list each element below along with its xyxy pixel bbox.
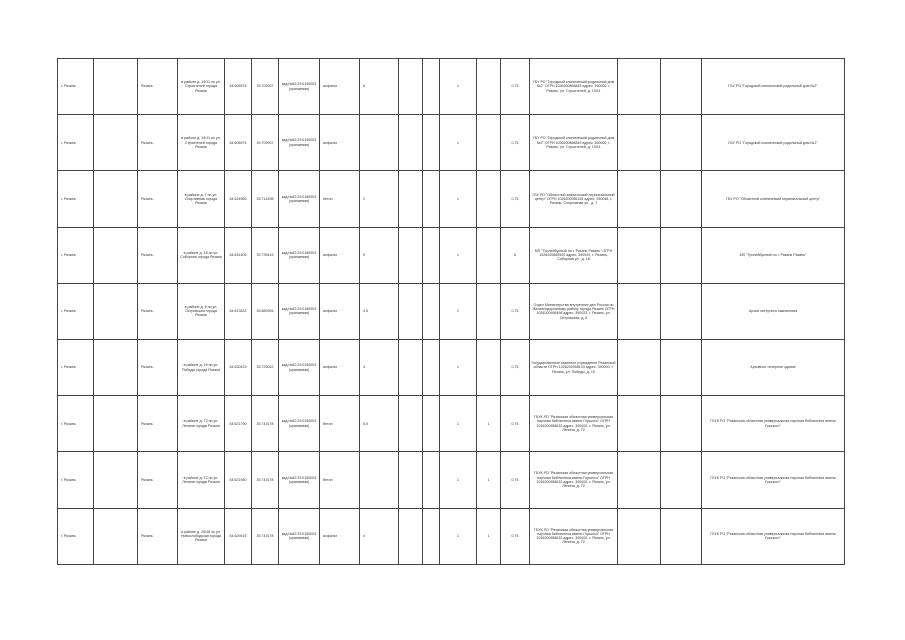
cell-city: Рязань [138, 171, 178, 227]
table-row [58, 452, 845, 508]
cell-empty [618, 396, 661, 452]
cell-cover: асфальт [320, 59, 360, 115]
cell-city: Рязань [138, 283, 178, 339]
cell-lat: 54.624965 [225, 171, 252, 227]
cell-city: Рязань [138, 396, 178, 452]
cell-lat: 54.606974 [225, 59, 252, 115]
cell-source: ГБУК РО "Рязанская областная универсальная научная библиотека имени Горького" [702, 396, 845, 452]
cell-locality: г. Рязань [58, 452, 94, 508]
cell-lon: 39.709937 [252, 115, 279, 171]
cell-locality: г. Рязань [58, 171, 94, 227]
cell-cadastral: кад.№62:29:0150003 (оранжевая) [279, 171, 320, 227]
cell-addr: в районе д. 6 по ул. Островская города Рязани [178, 283, 225, 339]
cell-vol: 0,75 [501, 508, 530, 564]
cell-n3: 1 [440, 508, 477, 564]
cell-n3: 2 [440, 283, 477, 339]
cell-n1 [399, 227, 423, 283]
cell-empty [94, 508, 138, 564]
cell-empty [661, 59, 702, 115]
cell-n4 [477, 171, 501, 227]
cell-city: Рязань [138, 115, 178, 171]
cell-source: Архивное литерное здание [702, 339, 845, 395]
cell-cadastral: кад.№62:29:0150003 (оранжевая) [279, 59, 320, 115]
cell-n2 [423, 115, 440, 171]
cell-city: Рязань [138, 452, 178, 508]
cell-lon: 39.743178 [252, 396, 279, 452]
cell-addr: в районе д. 19/11 по ул. Строителей города Рязани [178, 115, 225, 171]
cell-n4: 1 [477, 452, 501, 508]
table-row [58, 396, 845, 452]
cell-cadastral: кад.№62:29:0150003 (оранжевая) [279, 283, 320, 339]
cell-n4: 1 [477, 508, 501, 564]
cell-area [360, 452, 399, 508]
cell-cadastral: кад.№62:29:0150003 (оранжевая) [279, 396, 320, 452]
cell-locality: г. Рязань [58, 339, 94, 395]
cell-locality: г. Рязань [58, 508, 94, 564]
cell-area: 4 [360, 339, 399, 395]
cell-empty [618, 59, 661, 115]
cell-n2 [423, 508, 440, 564]
cell-empty [661, 115, 702, 171]
cell-area: 9 [360, 227, 399, 283]
cell-source: МП "Тролейбусный по г. Рязани Рязань" [702, 227, 845, 283]
cell-vol: 0,75 [501, 59, 530, 115]
cell-lat: 54.621790 [225, 396, 252, 452]
cell-n3: 1 [440, 452, 477, 508]
cell-n1 [399, 339, 423, 395]
cell-city: Рязань [138, 59, 178, 115]
cell-empty [94, 115, 138, 171]
cell-empty [618, 339, 661, 395]
cell-empty [618, 452, 661, 508]
cell-cover: асфальт [320, 115, 360, 171]
cell-empty [94, 59, 138, 115]
cell-cover: асфальт [320, 283, 360, 339]
cell-city: Рязань [138, 508, 178, 564]
cell-source: ГБУ РО "Городской клинический родильный дом №2" [702, 115, 845, 171]
cell-lon: 39.683926 [252, 283, 279, 339]
cell-n2 [423, 227, 440, 283]
table-body [58, 59, 845, 565]
cell-owner: Государственное казенное учреждение Рязанской области ОГРН 1026200958103 адрес: 390000, г. Рязань, ул. Победы, д. 19 [530, 339, 618, 395]
cell-locality: г. Рязань [58, 396, 94, 452]
table-row [58, 227, 845, 283]
cell-n3: 1 [440, 115, 477, 171]
cell-empty [618, 115, 661, 171]
cell-empty [661, 396, 702, 452]
cell-empty [618, 171, 661, 227]
cell-owner: ГБУ РО "Городской клинический родильный дом №2" ОГРН 1026200868849 адрес: 390000, г. Рязань, ул. Строителей, д. 19/11 [530, 115, 618, 171]
cell-empty [661, 283, 702, 339]
cell-area [360, 115, 399, 171]
cell-empty [94, 452, 138, 508]
cell-vol: 0,75 [501, 283, 530, 339]
cell-addr: в районе д. 72 по ул. Ленина города Рязани [178, 452, 225, 508]
cell-locality: г. Рязань [58, 115, 94, 171]
cell-vol: 0,75 [501, 339, 530, 395]
cell-lat: 54.613633 [225, 283, 252, 339]
cell-source: ГБУК РО "Рязанская областная универсальная научная библиотека имени Горького" [702, 508, 845, 564]
cell-owner: ГБУК РО "Рязанская областная универсальная научная библиотека имени Горького" ОГРН 1026200958633 адрес: 390000, г. Рязань, ул. Ленина, д. 72 [530, 452, 618, 508]
cell-owner: ГБУК РО "Рязанская областная универсальная научная библиотека имени Горького" ОГРН 1026200958633 адрес: 390000, г. Рязань, ул. Ленина, д. 72 [530, 396, 618, 452]
cell-lon: 39.725042 [252, 339, 279, 395]
cell-n1 [399, 115, 423, 171]
cell-lon: 39.743178 [252, 452, 279, 508]
cell-owner: ГБУ РО "Областной клинический перинатальный центр" ОГРН 1026200955145 адрес: 390048, г. Рязань, Спортивная ул., д. 7 [530, 171, 618, 227]
cell-n2 [423, 283, 440, 339]
cell-owner: МП "Тролейбусный по г. Рязани Рязань" ОГРН 1026200869920 адрес: 390000, г. Рязань, Соборная ул., д. 18 [530, 227, 618, 283]
cell-addr: в районе д. 26/48 по ул. Новослободская города Рязани [178, 508, 225, 564]
cell-n3: 1 [440, 171, 477, 227]
cell-empty [94, 171, 138, 227]
cell-empty [618, 227, 661, 283]
cell-addr: в районе д. 19/11 по ул. Строителей города Рязани [178, 59, 225, 115]
cell-n3: 1 [440, 339, 477, 395]
cell-n4 [477, 283, 501, 339]
cell-cover: бетон [320, 396, 360, 452]
cell-lat: 54.629415 [225, 508, 252, 564]
cell-lat: 54.606974 [225, 115, 252, 171]
cell-city: Рязань [138, 227, 178, 283]
cell-lon: 39.739415 [252, 227, 279, 283]
cell-area: 5,5 [360, 396, 399, 452]
cell-city: Рязань [138, 339, 178, 395]
cell-empty [94, 283, 138, 339]
cell-empty [618, 283, 661, 339]
cell-n1 [399, 59, 423, 115]
cell-cadastral: кад.№62:29:0150003 (оранжевая) [279, 508, 320, 564]
table-row [58, 283, 845, 339]
cell-cadastral: кад.№62:29:0150003 (оранжевая) [279, 339, 320, 395]
cell-source: ГБУ РО "Городской клинический родильный дом №2" [702, 59, 845, 115]
cell-empty [661, 508, 702, 564]
cell-vol: 0,75 [501, 171, 530, 227]
cell-lat: 54.630423 [225, 339, 252, 395]
cell-n1 [399, 396, 423, 452]
cell-n2 [423, 452, 440, 508]
cell-n4 [477, 227, 501, 283]
cell-cover: асфальт [320, 227, 360, 283]
cell-locality: г. Рязань [58, 283, 94, 339]
cell-cadastral: кад.№62:29:0150003 (оранжевая) [279, 452, 320, 508]
cell-n3: 1 [440, 59, 477, 115]
registry-table [57, 58, 845, 565]
cell-source: ГБУ РО "Областной клинический перинатальный центр" [702, 171, 845, 227]
cell-cover: бетон [320, 171, 360, 227]
cell-owner: ГБУК РО "Рязанская областная универсальная научная библиотека имени Горького" ОГРН 1026200958633 адрес: 390000, г. Рязань, ул. Ленина, д. 72 [530, 508, 618, 564]
cell-lon: 39.714498 [252, 171, 279, 227]
table-row [58, 339, 845, 395]
cell-n4: 1 [477, 396, 501, 452]
cell-n4 [477, 339, 501, 395]
table-row [58, 115, 845, 171]
cell-cover: асфальт [320, 339, 360, 395]
cell-n2 [423, 59, 440, 115]
cell-vol: 0,75 [501, 396, 530, 452]
cell-n3: 1 [440, 227, 477, 283]
cell-n4 [477, 59, 501, 115]
cell-n1 [399, 508, 423, 564]
cell-n1 [399, 452, 423, 508]
cell-source: Архив литерного назначения [702, 283, 845, 339]
cell-area: 4 [360, 508, 399, 564]
cell-cadastral: кад.№62:29:0150003 (оранжевая) [279, 115, 320, 171]
cell-lon: 39.709937 [252, 59, 279, 115]
cell-area: 4,5 [360, 283, 399, 339]
cell-empty [94, 396, 138, 452]
cell-empty [618, 508, 661, 564]
cell-owner: Отдел Министерства внутренних дел России по Железнодорожному району города Рязань ОГРН 1026200956498 адрес: 390023, г. Рязань, ул. Островская, д. 6 [530, 283, 618, 339]
cell-cover: бетон [320, 452, 360, 508]
cell-empty [661, 171, 702, 227]
cell-vol: 0,75 [501, 115, 530, 171]
cell-vol: 0,75 [501, 452, 530, 508]
cell-empty [661, 339, 702, 395]
cell-n3: 1 [440, 396, 477, 452]
cell-n2 [423, 396, 440, 452]
cell-addr: в районе д. 18 по ул. Соборная города Рязани [178, 227, 225, 283]
cell-area: 2 [360, 171, 399, 227]
cell-addr: в районе д. 7 по ул. Спортивная города Рязани [178, 171, 225, 227]
cell-n2 [423, 171, 440, 227]
cell-empty [661, 227, 702, 283]
cell-n1 [399, 283, 423, 339]
cell-n2 [423, 339, 440, 395]
cell-addr: в районе д. 19 по ул. Победы города Рязани [178, 339, 225, 395]
cell-lon: 39.743178 [252, 508, 279, 564]
cell-locality: г. Рязань [58, 227, 94, 283]
table-row [58, 59, 845, 115]
cell-lat: 54.631405 [225, 227, 252, 283]
cell-empty [661, 452, 702, 508]
cell-owner: ГБУ РО "Городской клинический родильный дом №2" ОГРН 1026200868849 адрес: 390000, г. Рязань, ул. Строителей, д. 19/11 [530, 59, 618, 115]
cell-cover: асфальт [320, 508, 360, 564]
cell-cadastral: кад.№62:29:0150003 (оранжевая) [279, 227, 320, 283]
cell-addr: в районе д. 72 по ул. Ленина города Рязани [178, 396, 225, 452]
cell-locality: г. Рязань [58, 59, 94, 115]
cell-empty [94, 339, 138, 395]
cell-lat: 54.621940 [225, 452, 252, 508]
table-row [58, 171, 845, 227]
cell-empty [94, 227, 138, 283]
cell-source: ГБУК РО "Рязанская областная универсальная научная библиотека имени Горького" [702, 452, 845, 508]
cell-n4 [477, 115, 501, 171]
cell-n1 [399, 171, 423, 227]
cell-area: 6 [360, 59, 399, 115]
cell-vol: 6 [501, 227, 530, 283]
table-row [58, 508, 845, 564]
